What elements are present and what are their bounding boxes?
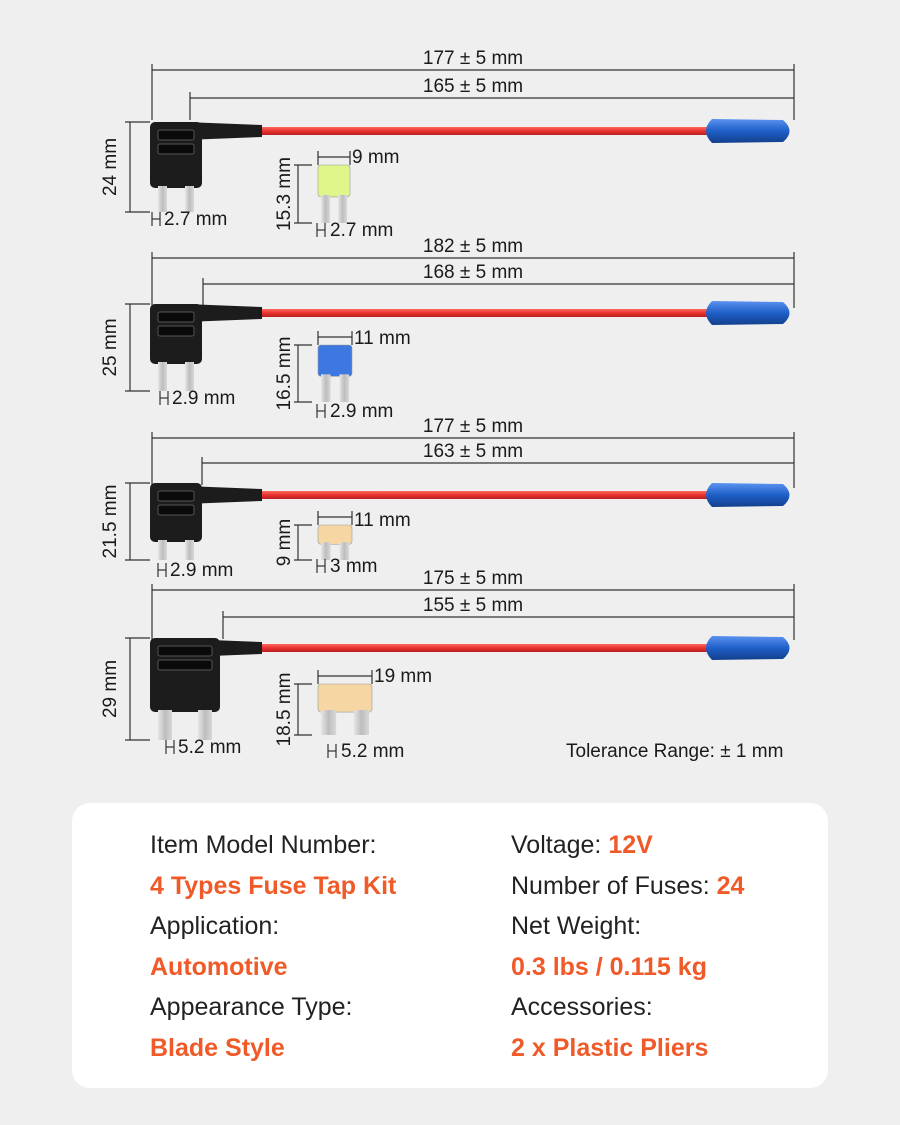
appearance-value: Blade Style: [150, 1033, 285, 1062]
wire-length-label: 168 ± 5 mm: [422, 262, 524, 283]
tap-blade: [185, 540, 194, 560]
total-length-label: 175 ± 5 mm: [422, 568, 524, 589]
butt-connector-terminal: [706, 119, 790, 143]
fuse-head: [318, 684, 372, 712]
tap-blade: [158, 710, 172, 740]
red-wire: [250, 309, 720, 317]
wire-length-label: 155 ± 5 mm: [422, 595, 524, 616]
fuse-slot: [158, 660, 212, 670]
tap-blade: [158, 540, 167, 560]
sample-fuse: [274, 510, 411, 577]
accessories-label: Accessories:: [511, 993, 653, 1021]
sample-fuse: [274, 328, 411, 422]
fuse-tap-mini: [100, 236, 794, 422]
red-wire: [250, 644, 720, 652]
fuse-slot: [158, 491, 194, 501]
fuse-width-label: 11 mm: [354, 510, 411, 531]
butt-connector-terminal: [706, 483, 790, 507]
fuse-tap-standard: [100, 568, 794, 762]
fuse-slot: [158, 144, 194, 154]
spec-column-right: [511, 825, 744, 1068]
weight-value: 0.3 lbs / 0.115 kg: [511, 952, 707, 981]
height-label: 29 mm: [100, 659, 121, 719]
wire-length-label: 163 ± 5 mm: [422, 441, 524, 462]
fuse-blade-label: 2.7 mm: [330, 220, 394, 241]
fuses-value: 24: [716, 871, 745, 900]
fuse-blade: [338, 195, 347, 223]
voltage-value: 12V: [608, 831, 653, 859]
spec-card: [72, 803, 828, 1088]
tap-blade: [198, 710, 212, 740]
fuse-blade-label: 3 mm: [330, 556, 378, 577]
tap-blade: [158, 362, 167, 391]
fuse-blade-label: 5.2 mm: [341, 741, 405, 762]
fuse-blade: [321, 710, 336, 735]
fuse-width-label: 9 mm: [352, 147, 400, 168]
red-wire: [250, 491, 720, 499]
accessories-value: 2 x Plastic Pliers: [511, 1033, 709, 1062]
fuse-slot: [158, 326, 194, 336]
appearance-label: Appearance Type:: [150, 993, 353, 1021]
total-length-label: 177 ± 5 mm: [422, 416, 524, 437]
blade-width-label: 2.9 mm: [170, 560, 234, 581]
fuse-width-label: 11 mm: [354, 328, 411, 349]
fuse-slot: [158, 130, 194, 140]
spec-column-left: [150, 825, 396, 1068]
fuse-blade: [321, 195, 330, 223]
fuses-label: Number of Fuses:: [511, 871, 717, 900]
fuse-slot: [158, 312, 194, 322]
sample-fuse: [274, 666, 432, 762]
height-label: 21.5 mm: [100, 484, 121, 559]
fuse-height-label: 18.5 mm: [274, 672, 295, 747]
model-value: 4 Types Fuse Tap Kit: [150, 871, 397, 900]
fuses-row: [511, 866, 744, 907]
blade-width-label: 5.2 mm: [178, 737, 242, 758]
fuse-blade: [321, 374, 331, 402]
tolerance-note: Tolerance Range: ± 1 mm: [566, 741, 784, 762]
tap-blade: [185, 362, 194, 391]
voltage-row: [511, 825, 744, 866]
fuse-slot: [158, 505, 194, 515]
fuse-tap-micro2: [100, 416, 794, 581]
application-value: Automotive: [150, 952, 288, 981]
voltage-label: Voltage:: [511, 831, 609, 859]
model-label: Item Model Number:: [150, 831, 377, 859]
butt-connector-terminal: [706, 301, 790, 325]
butt-connector-terminal: [706, 636, 790, 660]
sample-fuse: [274, 147, 400, 241]
fuse-width-label: 19 mm: [374, 666, 433, 687]
total-length-label: 182 ± 5 mm: [422, 236, 524, 257]
fuse-tap-low-profile-mini: [100, 48, 794, 241]
fuse-head: [318, 165, 350, 197]
fuse-slot: [158, 646, 212, 656]
total-length-label: 177 ± 5 mm: [422, 48, 524, 69]
red-wire: [250, 127, 720, 135]
blade-width-label: 2.9 mm: [172, 388, 236, 409]
height-label: 24 mm: [100, 137, 121, 197]
blade-width-label: 2.7 mm: [164, 209, 228, 230]
fuse-blade-label: 2.9 mm: [330, 401, 394, 422]
fuse-height-label: 16.5 mm: [274, 336, 295, 411]
fuse-height-label: 15.3 mm: [274, 157, 295, 231]
fuse-head: [318, 345, 352, 376]
application-label: Application:: [150, 912, 280, 940]
fuse-blade: [354, 710, 369, 735]
wire-length-label: 165 ± 5 mm: [422, 76, 524, 97]
weight-label: Net Weight:: [511, 912, 642, 940]
height-label: 25 mm: [100, 318, 121, 377]
fuse-head: [318, 525, 352, 544]
fuse-blade: [339, 374, 349, 402]
fuse-height-label: 9 mm: [274, 518, 295, 567]
